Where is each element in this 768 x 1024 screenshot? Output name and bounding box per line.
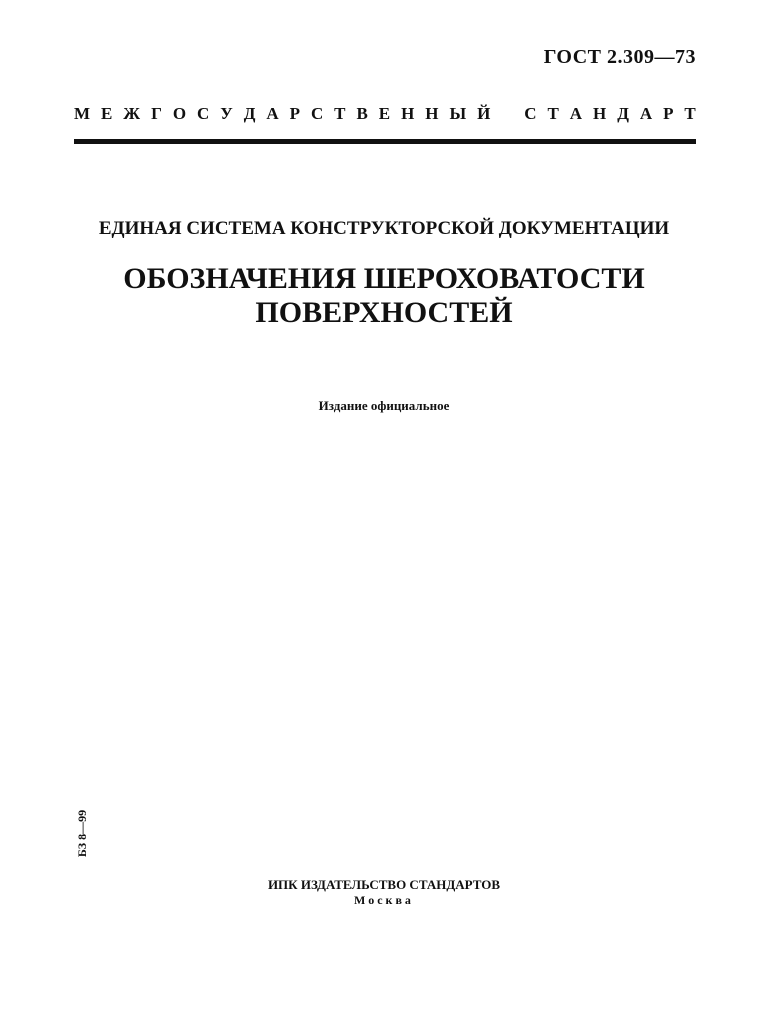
standard-kind-letter: Т [547,104,559,123]
standard-kind-letter: Н [401,104,415,123]
standard-kind-letter: Г [151,104,162,123]
standard-kind [74,104,696,124]
standard-kind-letter: Н [593,104,607,123]
standard-kind-letter: А [639,104,653,123]
document-title-line-2: ПОВЕРХНОСТЕЙ [255,296,513,329]
standard-kind-letter: Н [425,104,439,123]
side-code-text: БЗ 8—99 [75,809,90,857]
standard-kind-letter: Ы [449,104,467,123]
standard-kind-letter: Т [334,104,346,123]
standard-kind-letter: В [356,104,368,123]
standard-kind-letter: У [220,104,233,123]
document-title-line-1: ОБОЗНАЧЕНИЯ ШЕРОХОВАТОСТИ [123,262,645,295]
header-rule [74,139,696,144]
standard-kind-letter: Ж [123,104,141,123]
side-code [68,803,98,863]
standard-kind-letter: О [172,104,187,123]
gost-number: ГОСТ 2.309—73 [543,46,696,68]
publisher: ИПК ИЗДАТЕЛЬСТВО СТАНДАРТОВ [267,877,501,892]
standard-kind-letter: Д [243,104,256,123]
word-gap [501,104,513,124]
series-title: ЕДИНАЯ СИСТЕМА КОНСТРУКТОРСКОЙ ДОКУМЕНТАЦИИ [98,218,670,239]
standard-kind-letter: С [310,104,324,123]
standard-kind-letter: С [197,104,210,123]
edition-note: Издание официальное [318,398,450,413]
standard-kind-letter: Д [617,104,629,123]
document-title [0,262,768,330]
standard-kind-letter: С [524,104,537,123]
standard-kind-letter: А [569,104,583,123]
standard-kind-letter: Й [477,104,491,123]
standard-kind-letter: Р [289,104,300,123]
standard-kind-letter: Т [684,104,696,123]
standard-kind-letter: Е [101,104,113,123]
standard-kind-letter: Р [663,104,674,123]
standard-kind-letter: Е [378,104,391,123]
standard-kind-letter: А [266,104,279,123]
publisher-city: Москва [354,893,414,907]
standard-kind-letter: М [74,104,91,123]
